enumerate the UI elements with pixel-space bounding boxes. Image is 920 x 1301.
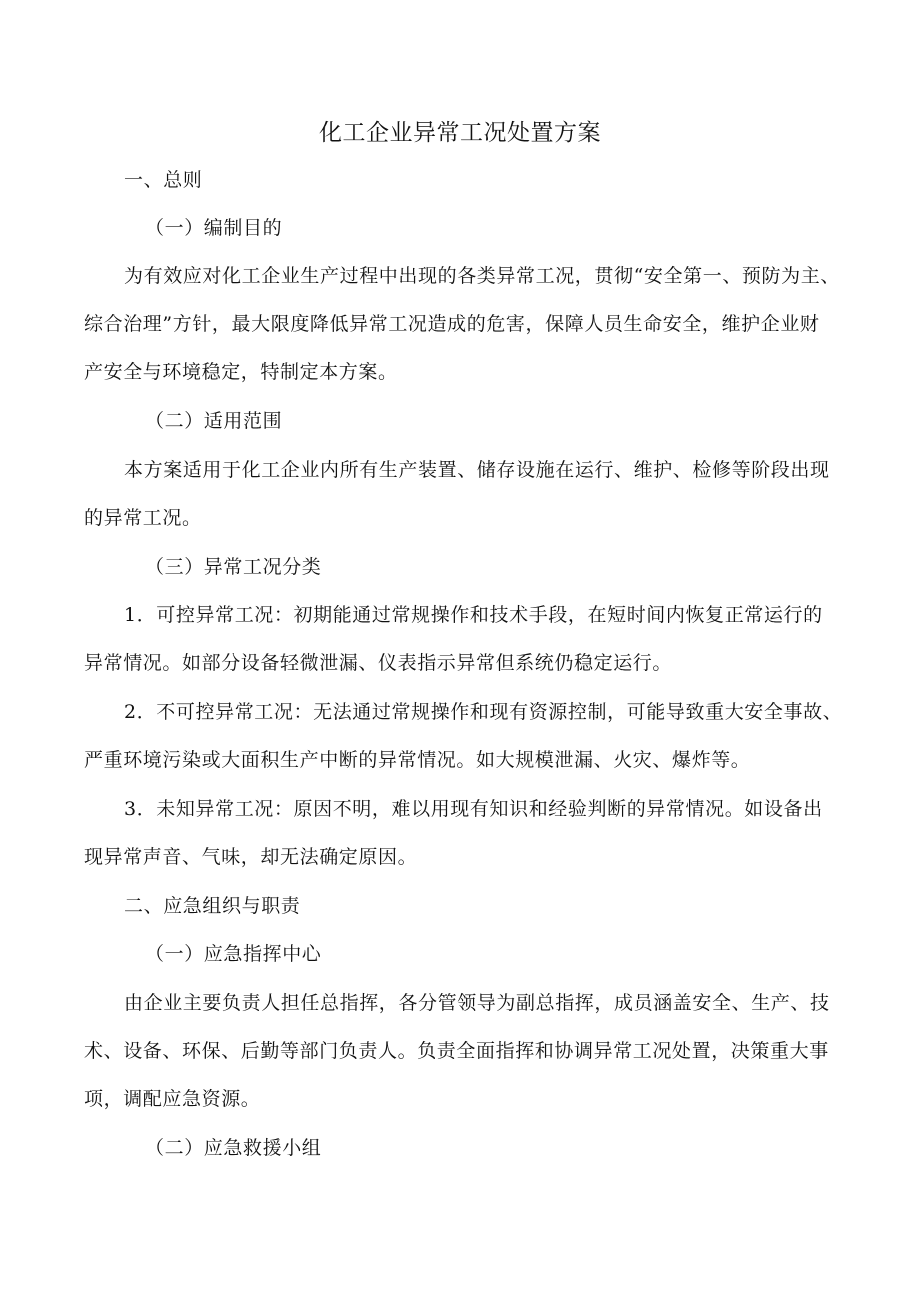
subsection-heading-classification: （三）异常工况分类 [145,556,322,578]
list-item-line: 2．不可控异常工况：无法通过常规操作和现有资源控制，可能导致重大安全事故、 [124,701,843,723]
paragraph-line: 现异常声音、气味，却无法确定原因。 [84,846,418,868]
paragraph-line: 由企业主要负责人担任总指挥，各分管领导为副总指挥，成员涵盖安全、生产、技 [124,992,830,1014]
document-title: 化工企业异常工况处置方案 [319,120,601,146]
subsection-heading-rescue-team: （二）应急救援小组 [145,1137,322,1159]
paragraph-line: 产安全与环境稳定，特制定本方案。 [84,361,398,383]
subsection-heading-scope: （二）适用范围 [145,410,283,432]
section-heading-organization: 二、应急组织与职责 [124,895,301,917]
paragraph-line: 综合治理”方针，最大限度降低异常工况造成的危害，保障人员生命安全，维护企业财 [84,313,820,335]
paragraph-line: 术、设备、环保、后勤等部门负责人。负责全面指挥和协调异常工况处置，决策重大事 [84,1040,829,1062]
list-item-line: 1．可控异常工况：初期能通过常规操作和技术手段，在短时间内恢复正常运行的 [124,604,823,626]
subsection-heading-purpose: （一）编制目的 [145,217,283,239]
paragraph-line: 为有效应对化工企业生产过程中出现的各类异常工况，贯彻“安全第一、预防为主、 [124,265,840,287]
list-item-line: 3．未知异常工况：原因不明，难以用现有知识和经验判断的异常情况。如设备出 [124,798,823,820]
paragraph-line: 的异常工况。 [84,507,202,529]
paragraph-line: 项，调配应急资源。 [84,1088,261,1110]
paragraph-line: 本方案适用于化工企业内所有生产装置、储存设施在运行、维护、检修等阶段出现 [124,459,830,481]
paragraph-line: 异常情况。如部分设备轻微泄漏、仪表指示异常但系统仍稳定运行。 [84,652,673,674]
paragraph-line: 严重环境污染或大面积生产中断的异常情况。如大规模泄漏、火灾、爆炸等。 [84,749,751,771]
section-heading-general: 一、总则 [124,169,203,191]
subsection-heading-command-center: （一）应急指挥中心 [145,943,322,965]
